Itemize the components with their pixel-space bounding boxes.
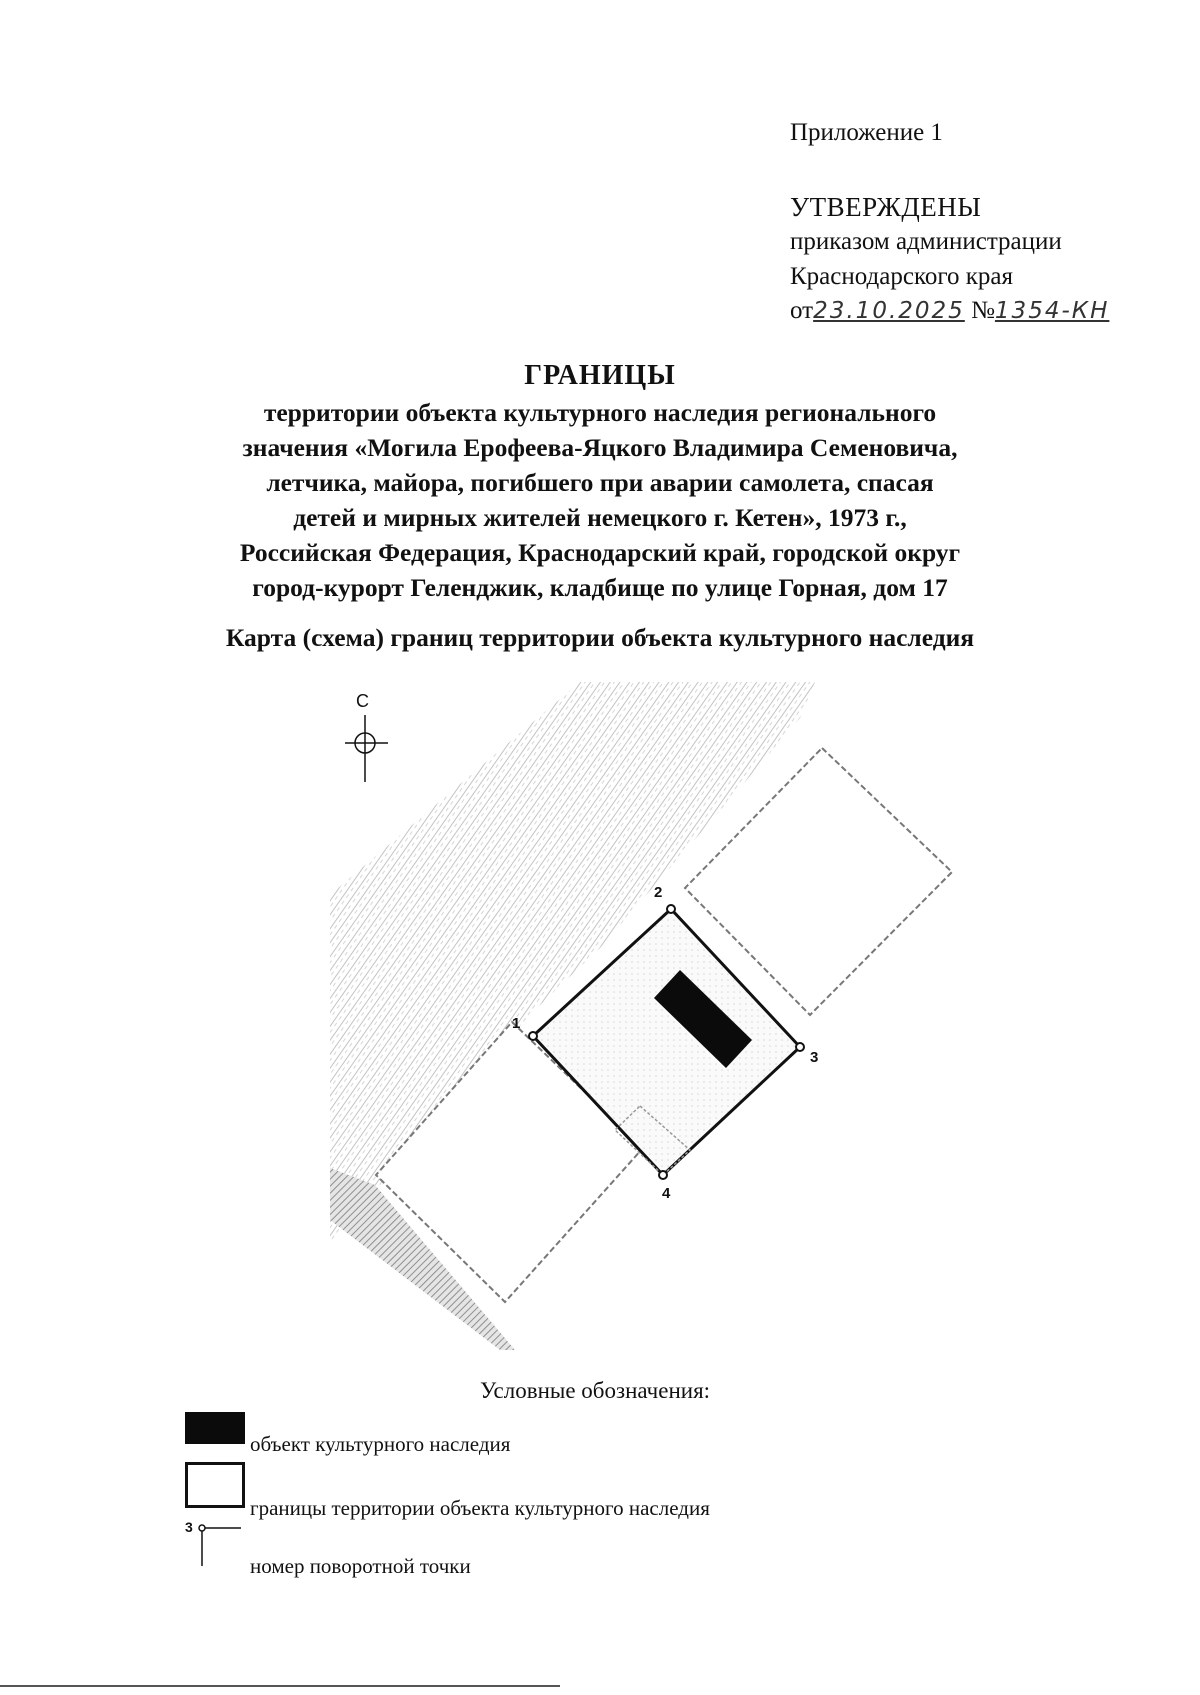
title-line-5: Российская Федерация, Краснодарский край, городской округ xyxy=(239,538,961,567)
title-line-1: территории объекта культурного наследия регионального xyxy=(263,398,937,427)
handwritten-date: 23.10.2025 xyxy=(813,298,965,324)
title-line-6: город-курорт Геленджик, кладбище по улице Горная, дом 17 xyxy=(252,573,948,602)
legend-object-label: объект культурного наследия xyxy=(250,1432,511,1456)
approved-label: УТВЕРЖДЕНЫ xyxy=(790,192,982,222)
map-subtitle: Карта (схема) границ территории объекта культурного наследия xyxy=(225,623,975,652)
approved-date-line xyxy=(790,294,1109,328)
point-label-2: 2 xyxy=(654,884,663,901)
turning-point-1 xyxy=(529,1032,537,1040)
boundary-map xyxy=(0,660,1200,1360)
title-line-4: детей и мирных жителей немецкого г. Кетен», 1973 г., xyxy=(293,503,907,532)
legend-boundary-swatch xyxy=(185,1462,245,1508)
north-arrow-icon xyxy=(345,691,388,782)
handwritten-number: 1354-КН xyxy=(994,298,1110,324)
point-label-3: 3 xyxy=(810,1049,819,1066)
turning-point-3 xyxy=(796,1043,804,1051)
legend-heading: Условные обозначения: xyxy=(480,1378,711,1403)
number-prefix: № xyxy=(971,297,995,324)
turning-point-4 xyxy=(659,1171,667,1179)
legend-object-swatch xyxy=(185,1412,245,1444)
appendix-label: Приложение 1 xyxy=(790,119,943,146)
legend-point-marker-icon xyxy=(185,1518,245,1568)
document-title: ГРАНИЦЫ xyxy=(524,360,676,391)
date-prefix: от xyxy=(790,297,814,324)
turning-point-2 xyxy=(667,905,675,913)
north-label: С xyxy=(356,691,369,711)
approved-line-2: Краснодарского края xyxy=(790,263,1013,290)
point-label-1: 1 xyxy=(512,1015,521,1032)
title-line-3: летчика, майора, погибшего при аварии самолета, спасая xyxy=(266,468,934,497)
point-label-4: 4 xyxy=(662,1185,671,1202)
title-line-2: значения «Могила Ерофеева-Яцкого Владимира Семеновича, xyxy=(242,433,958,462)
approved-line-1: приказом администрации xyxy=(790,228,1062,255)
legend-boundary-label: границы территории объекта культурного наследия xyxy=(250,1496,710,1520)
legend-point-label: номер поворотной точки xyxy=(250,1554,471,1578)
legend-point-marker-number: 3 xyxy=(185,1519,193,1535)
scan-edge-line xyxy=(0,1685,560,1687)
